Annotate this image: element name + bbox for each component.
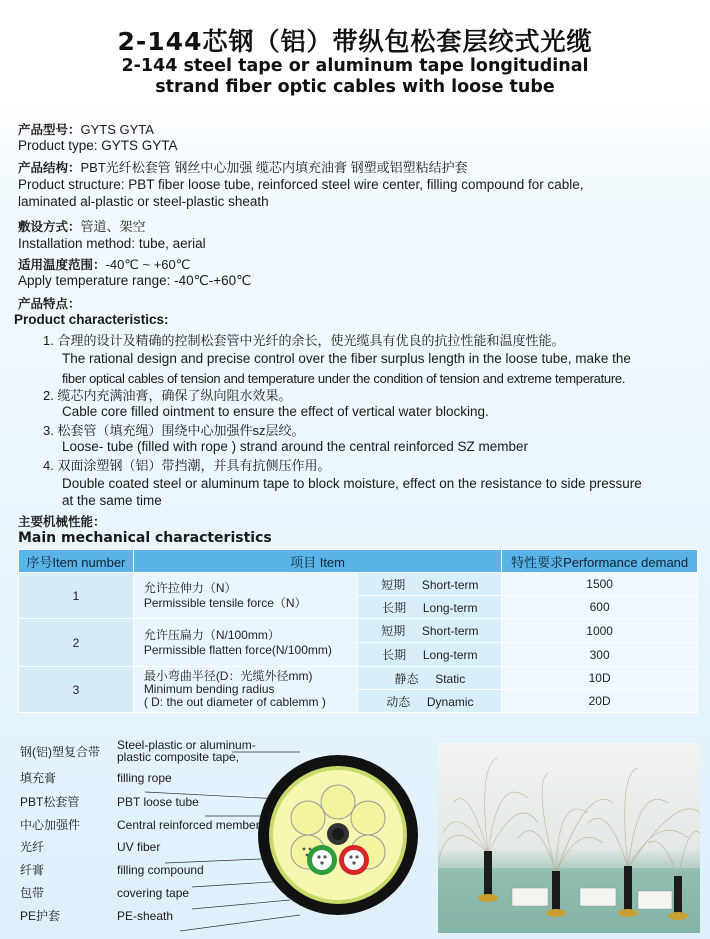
row-item xyxy=(133,573,358,619)
product-photo-illustration xyxy=(438,743,700,933)
mechanical-label-cn: 主要机械性能： xyxy=(18,514,106,529)
item-cn: 最小弯曲半径(D：光缆外径mm) xyxy=(143,669,313,683)
temperature-value: -40℃ ~ +60℃ xyxy=(105,257,191,272)
cat-cn: 短期 xyxy=(381,624,406,638)
char-item-1-en-line1: The rational design and precise control over the fiber surplus length in the loose tube, make the xyxy=(62,351,631,366)
installation-label: 敷设方式： xyxy=(18,219,81,234)
item-en-2: ( D: the out diameter of cablemm ) xyxy=(143,695,326,709)
part-label-en: Central reinforced member xyxy=(117,818,260,832)
part-en-line2: plastic composite tape, xyxy=(117,750,240,764)
row-number: 1 xyxy=(19,573,134,619)
char-item-4-cn: 4. 双面涂塑钢（铝）带挡潮，并具有抗侧压作用。 xyxy=(43,458,331,473)
part-label-en: PBT loose tube xyxy=(117,795,199,809)
part-label-cn: 光纤 xyxy=(20,840,45,854)
product-model-label: 产品型号： xyxy=(18,122,81,137)
cable-sample xyxy=(624,866,632,911)
product-structure-en-line2: laminated al-plastic or steel-plastic sheath xyxy=(18,194,269,209)
part-label-en: filling rope xyxy=(117,771,172,785)
cat-cn: 长期 xyxy=(382,648,407,662)
item-cn: 允许压扁力（N/100mm） xyxy=(143,627,280,642)
fiber-area xyxy=(312,850,332,870)
sample-card xyxy=(638,891,672,909)
part-label-cn: 纤膏 xyxy=(20,863,45,877)
product-structure-value: PBT光纤松套管 钢丝中心加强 缆芯内填充油膏 钢塑或铝塑粘结护套 xyxy=(80,160,468,175)
mechanical-table xyxy=(18,549,698,713)
cat-en: Dynamic xyxy=(426,694,474,709)
cat-cn: 长期 xyxy=(382,600,407,615)
filling-rope xyxy=(291,801,325,835)
installation-value: 管道、架空 xyxy=(80,219,146,234)
installation-cn xyxy=(18,219,146,235)
sample-card xyxy=(580,888,616,906)
row-value: 1000 xyxy=(502,619,698,643)
row-value: 300 xyxy=(502,643,698,667)
row-category xyxy=(358,643,502,667)
part-label-cn: 填充膏 xyxy=(20,771,57,785)
row-number: 2 xyxy=(19,619,134,667)
product-photo xyxy=(438,743,700,933)
characteristics-label-en: Product characteristics: xyxy=(14,312,169,327)
part-label-en: PE-sheath xyxy=(117,909,174,923)
mechanical-label-en: Main mechanical characteristics xyxy=(18,530,272,546)
product-structure-label: 产品结构： xyxy=(18,160,81,175)
char-item-4-en-line1: Double coated steel or aluminum tape to block moisture, effect on the resistance to side pressure xyxy=(62,476,642,491)
fiber-area xyxy=(344,850,364,870)
header-item-number: 序号Item number xyxy=(19,550,134,573)
table-row xyxy=(19,573,698,596)
cat-cn: 动态 xyxy=(386,694,411,709)
product-structure-cn xyxy=(18,160,468,176)
cat-en: Long-term xyxy=(422,648,478,662)
cat-en: Short-term xyxy=(421,577,479,592)
part-label-en xyxy=(117,739,256,763)
cable-sample xyxy=(484,851,492,896)
char-item-2-en: Cable core filled ointment to ensure the effect of vertical water blocking. xyxy=(62,404,489,419)
header-performance-demand: 特性要求Performance demand xyxy=(502,550,698,573)
part-label-en: UV fiber xyxy=(117,840,161,854)
part-label-cn: 包带 xyxy=(20,886,45,900)
table-row xyxy=(19,667,698,690)
part-label-cn: PBT松套管 xyxy=(20,795,80,809)
row-value: 10D xyxy=(502,667,698,690)
item-en: Permissible flatten force(N/100mm) xyxy=(143,642,332,657)
row-category xyxy=(358,619,502,643)
product-model-cn xyxy=(18,122,154,138)
temperature-cn xyxy=(18,257,190,273)
part-en-line1: Steel-plastic or aluminum- xyxy=(117,738,256,752)
part-label-en: covering tape xyxy=(117,886,190,900)
temperature-en: Apply temperature range: -40℃-+60℃ xyxy=(18,273,252,288)
title-english-line1: 2-144 steel tape or aluminum tape longitudinal xyxy=(121,56,589,76)
temperature-label: 适用温度范围： xyxy=(18,257,106,272)
sample-card xyxy=(512,888,548,906)
title-english-line2: strand fiber optic cables with loose tube xyxy=(155,77,555,97)
part-label-cn: PE护套 xyxy=(20,909,61,923)
cat-cn: 短期 xyxy=(381,577,406,592)
cat-en: Short-term xyxy=(421,624,479,638)
char-item-4-en-line2: at the same time xyxy=(62,493,162,508)
part-label-cn: 钢(铝)塑复合带 xyxy=(20,745,100,759)
product-model-value: GYTS GYTA xyxy=(80,122,154,137)
cat-en: Long-term xyxy=(422,600,478,615)
row-category xyxy=(358,667,502,690)
row-category xyxy=(358,690,502,713)
header-item: 项目 Item xyxy=(133,550,501,573)
item-cn: 允许拉伸力（N） xyxy=(143,580,237,595)
item-en: Minimum bending radius xyxy=(143,682,275,696)
row-item xyxy=(133,619,358,667)
row-category xyxy=(358,573,502,596)
char-item-2-cn: 2. 缆芯内充满油膏，确保了纵向阻水效果。 xyxy=(43,388,292,403)
product-structure-en-line1: Product structure: PBT fiber loose tube, reinforced steel wire center, filling compound for cable, xyxy=(18,177,584,192)
row-value: 20D xyxy=(502,690,698,713)
item-en: Permissible tensile force（N） xyxy=(143,595,307,610)
char-item-1-en-line2: fiber optical cables of tension and temperature under the condition of tension and extreme temperature. xyxy=(62,371,626,386)
cat-en: Static xyxy=(435,671,466,686)
row-value: 600 xyxy=(502,596,698,619)
steel-wire xyxy=(332,828,344,840)
table-header-row xyxy=(19,550,698,573)
fiber-strands xyxy=(438,758,700,878)
row-value: 1500 xyxy=(502,573,698,596)
part-label-cn: 中心加强件 xyxy=(20,818,81,832)
cat-cn: 静态 xyxy=(394,671,419,686)
characteristics-label-cn: 产品特点： xyxy=(18,296,81,311)
filling-rope xyxy=(351,801,385,835)
installation-en: Installation method: tube, aerial xyxy=(18,236,206,251)
part-label-en: filling compound xyxy=(117,863,204,877)
product-model-en: Product type: GYTS GYTA xyxy=(18,138,178,153)
row-number: 3 xyxy=(19,667,134,713)
char-item-3-en: Loose- tube (filled with rope ) strand around the central reinforced SZ member xyxy=(62,439,528,454)
title-chinese: 2-144芯钢（铝）带纵包松套层绞式光缆 xyxy=(117,27,593,56)
char-item-1-cn: 1. 合理的设计及精确的控制松套管中光纤的余长，使光缆具有优良的抗拉性能和温度性能。 xyxy=(43,333,565,348)
row-category xyxy=(358,596,502,619)
cable-sample xyxy=(674,876,682,914)
table-row xyxy=(19,619,698,643)
row-item xyxy=(133,667,358,713)
cable-sample xyxy=(552,871,560,911)
char-item-3-cn: 3. 松套管（填充绳）围绕中心加强件sz层绞。 xyxy=(43,423,305,438)
filling-rope xyxy=(321,785,355,819)
